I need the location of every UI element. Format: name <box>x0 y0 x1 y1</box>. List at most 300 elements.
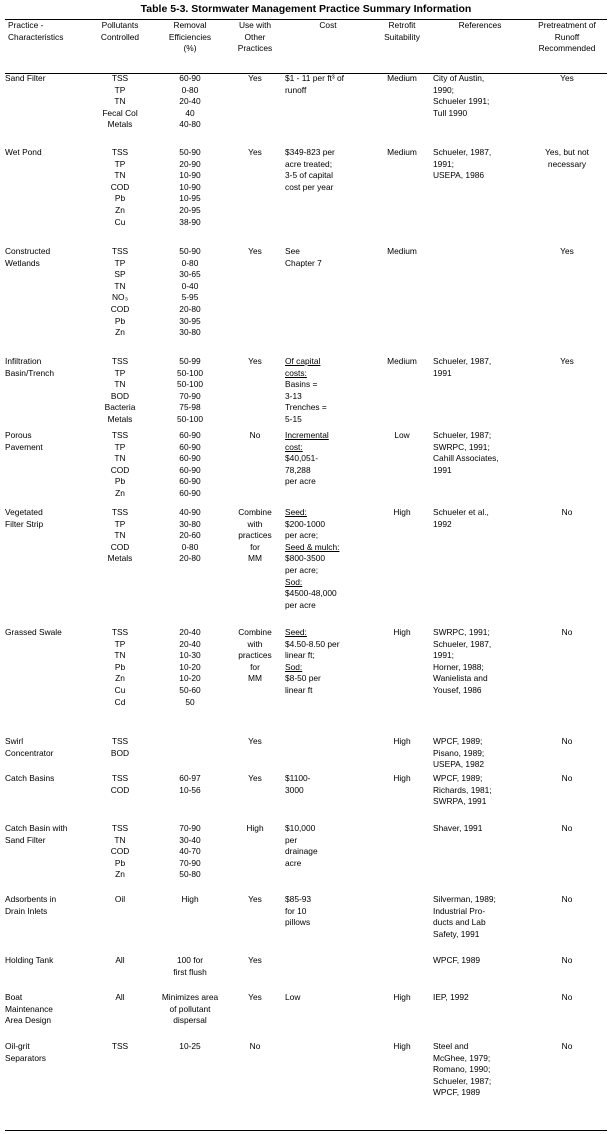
retrofit-cell <box>371 1041 433 1103</box>
removal-cell <box>155 147 225 246</box>
pretreatment-line: No <box>561 773 573 783</box>
cost-line: Trenches = <box>285 402 327 413</box>
use-line: Yes <box>248 955 262 965</box>
removal-cell <box>155 773 225 823</box>
removal-line: 30-80 <box>179 327 201 338</box>
retrofit-cell <box>371 627 433 736</box>
cost-line: acre treated; <box>285 158 333 169</box>
pretreatment-line: No <box>561 507 573 517</box>
cost-line: 5-15 <box>285 413 302 424</box>
practice-line: Sand Filter <box>5 73 46 83</box>
removal-line: 10-20 <box>179 673 201 684</box>
practice-line: Infiltration <box>5 356 42 366</box>
pretreatment-line: necessary <box>547 158 587 169</box>
pretreatment-cell <box>527 992 607 1041</box>
table-row <box>5 356 607 430</box>
practice-line: Separators <box>5 1052 46 1063</box>
practice-cell <box>5 955 85 992</box>
removal-line: 20-40 <box>179 627 201 637</box>
removal-line: dispersal <box>173 1015 207 1026</box>
header-line: Removal <box>173 20 207 30</box>
removal-line: 40 <box>185 107 195 118</box>
pollutants-line: Cd <box>114 696 126 707</box>
removal-line: 10-30 <box>179 650 201 661</box>
header-line: Runoff <box>554 31 580 42</box>
removal-cell <box>155 823 225 894</box>
cost-line: per acre; <box>285 530 319 541</box>
use-line: Yes <box>248 894 262 904</box>
practice-line: Vegetated <box>5 507 43 517</box>
cost-line: $800-3500 <box>285 553 326 564</box>
cost-cell <box>285 73 371 147</box>
use-cell <box>225 894 285 955</box>
table-row <box>5 992 607 1041</box>
references-line: Yousef, 1986 <box>433 684 482 695</box>
header-line: Recommended <box>538 43 596 54</box>
practice-line: Basin/Trench <box>5 367 55 378</box>
cost-cell <box>285 147 371 246</box>
references-line: WPCF, 1989; <box>433 773 483 783</box>
pretreatment-line: Yes <box>560 246 574 256</box>
cost-line: Seed: <box>285 627 307 637</box>
pollutants-line: TSS <box>111 356 129 366</box>
retrofit-cell <box>371 246 433 356</box>
pretreatment-cell <box>527 773 607 823</box>
pollutants-cell <box>85 507 155 627</box>
references-cell <box>433 894 527 955</box>
pollutants-line: All <box>115 955 125 965</box>
removal-line: 0-80 <box>181 257 199 268</box>
pollutants-cell <box>85 773 155 823</box>
use-line: Yes <box>248 73 262 83</box>
removal-line: 50 <box>185 696 195 707</box>
pollutants-line: TP <box>114 367 126 378</box>
removal-line: 30-95 <box>179 315 201 326</box>
pollutants-cell <box>85 246 155 356</box>
pretreatment-line: No <box>561 823 573 833</box>
pollutants-line: BOD <box>110 390 130 401</box>
use-line: for <box>250 661 260 672</box>
pollutants-line: TSS <box>111 73 129 83</box>
pollutants-line: TN <box>114 453 126 464</box>
removal-line: 20-40 <box>179 96 201 107</box>
cost-line: per acre; <box>285 564 319 575</box>
cost-line: acre <box>285 857 302 868</box>
references-line: 1991; <box>433 158 454 169</box>
references-line: Tull 1990 <box>433 107 468 118</box>
references-cell <box>433 246 527 356</box>
cost-cell <box>285 430 371 507</box>
removal-cell <box>155 356 225 430</box>
pollutants-line: Zn <box>115 204 125 215</box>
practice-cell <box>5 992 85 1041</box>
removal-line: 50-99 <box>179 356 201 366</box>
references-line: 1992 <box>433 518 452 529</box>
references-line: WPCF, 1989 <box>433 1087 481 1098</box>
header-line: Practices <box>237 43 273 54</box>
header-line: Efficiencies <box>168 31 212 42</box>
pollutants-line: COD <box>110 181 130 192</box>
pollutants-line: Cu <box>114 216 126 227</box>
removal-line: 40-70 <box>179 846 201 857</box>
table-row <box>5 773 607 823</box>
references-line: Schueler, 1987, <box>433 638 492 649</box>
removal-line: 30-65 <box>179 269 201 280</box>
cost-line: Basins = <box>285 379 318 390</box>
retrofit-line: High <box>393 627 411 637</box>
pretreatment-cell <box>527 147 607 246</box>
header-pollutants <box>85 20 155 73</box>
practice-line: Catch Basin with <box>5 823 68 833</box>
header-cost <box>285 20 371 73</box>
retrofit-cell <box>371 147 433 246</box>
references-line: Schueler, 1987; <box>433 1075 492 1086</box>
pollutants-line: TN <box>114 834 126 845</box>
cost-line: Of capital <box>285 356 321 366</box>
cost-line: $4.50-8.50 per <box>285 638 340 649</box>
references-line: USEPA, 1986 <box>433 170 485 181</box>
references-line: Silverman, 1989; <box>433 894 496 904</box>
removal-cell <box>155 736 225 773</box>
use-cell <box>225 430 285 507</box>
header-line: References <box>458 20 502 30</box>
use-line: High <box>246 823 264 833</box>
removal-line: 0-40 <box>181 280 199 291</box>
pollutants-line: TP <box>114 638 126 649</box>
practice-line: Area Design <box>5 1015 52 1026</box>
header-line: Controlled <box>100 31 140 42</box>
use-cell <box>225 1041 285 1103</box>
retrofit-cell <box>371 992 433 1041</box>
cost-line: per acre <box>285 476 316 487</box>
header-line: Other <box>244 31 266 42</box>
references-line: Horner, 1988; <box>433 661 484 672</box>
references-cell <box>433 147 527 246</box>
references-line: Pisano, 1989; <box>433 747 485 758</box>
pollutants-line: TSS <box>111 246 129 256</box>
removal-line: 60-90 <box>179 487 201 498</box>
pollutants-line: TSS <box>111 1041 129 1051</box>
pollutants-line: TSS <box>111 507 129 517</box>
references-line: Wanielista and <box>433 673 488 684</box>
practice-line: Swirl <box>5 736 24 746</box>
removal-line: of pollutant <box>169 1003 211 1014</box>
bottom-rule <box>5 1130 607 1131</box>
practice-cell <box>5 147 85 246</box>
removal-line: 70-90 <box>179 823 201 833</box>
pollutants-line: Metals <box>107 119 133 130</box>
references-line: Schueler 1991; <box>433 96 490 107</box>
cost-cell <box>285 736 371 773</box>
cost-line: $1100- <box>285 773 311 783</box>
references-cell <box>433 992 527 1041</box>
retrofit-cell <box>371 823 433 894</box>
cost-line: $85-93 <box>285 894 312 904</box>
use-cell <box>225 736 285 773</box>
pollutants-cell <box>85 356 155 430</box>
removal-cell <box>155 894 225 955</box>
pollutants-line: TP <box>114 158 126 169</box>
removal-line: 60-90 <box>179 73 201 83</box>
pretreatment-line: No <box>561 1041 573 1051</box>
table-row <box>5 894 607 955</box>
removal-line: 10-20 <box>179 661 201 672</box>
references-cell <box>433 627 527 736</box>
header-practice <box>5 20 85 73</box>
cost-line: $200-1000 <box>285 518 326 529</box>
pollutants-cell <box>85 823 155 894</box>
removal-line: Minimizes area <box>161 992 219 1002</box>
retrofit-line: Medium <box>387 73 417 83</box>
references-line: Steel and <box>433 1041 469 1051</box>
removal-line: 50-100 <box>176 379 204 390</box>
removal-line: 20-90 <box>179 158 201 169</box>
references-line: SWRPA, 1991 <box>433 796 487 807</box>
table-title: Table 5-3. Stormwater Management Practice Summary Information <box>140 3 472 15</box>
table-row <box>5 507 607 627</box>
practice-line: Constructed <box>5 246 51 256</box>
cost-cell <box>285 246 371 356</box>
header-line: Characteristics <box>8 31 64 42</box>
cost-line: $4500-48,000 <box>285 588 337 599</box>
references-line: City of Austin, <box>433 73 485 83</box>
removal-line: 0-80 <box>181 541 199 552</box>
table-row <box>5 246 607 356</box>
practice-line: Catch Basins <box>5 773 55 783</box>
cost-line: $8-50 per <box>285 673 321 684</box>
practice-line: Holding Tank <box>5 955 54 965</box>
references-line: Cahill Associates, <box>433 453 499 464</box>
references-cell <box>433 773 527 823</box>
cost-cell <box>285 823 371 894</box>
practice-line: Oil-grit <box>5 1041 30 1051</box>
references-line: Romano, 1990; <box>433 1064 491 1075</box>
pollutants-line: COD <box>110 541 130 552</box>
pollutants-line: COD <box>110 303 130 314</box>
references-cell <box>433 736 527 773</box>
removal-line: 30-80 <box>179 518 201 529</box>
header-line: (%) <box>183 43 197 54</box>
pretreatment-cell <box>527 894 607 955</box>
retrofit-cell <box>371 507 433 627</box>
header-references <box>433 20 527 73</box>
cost-line: $349-823 per <box>285 147 335 157</box>
pretreatment-cell <box>527 627 607 736</box>
retrofit-line: Medium <box>387 246 417 256</box>
pretreatment-cell <box>527 1041 607 1103</box>
header-row <box>5 20 607 73</box>
pollutants-line: Pb <box>114 193 126 204</box>
cost-cell <box>285 356 371 430</box>
removal-line: 50-80 <box>179 869 201 880</box>
pollutants-cell <box>85 430 155 507</box>
summary-table <box>5 20 607 1103</box>
retrofit-line: Medium <box>387 147 417 157</box>
pretreatment-cell <box>527 430 607 507</box>
references-line: ducts and Lab <box>433 917 486 928</box>
pollutants-line: TSS <box>111 627 129 637</box>
pollutants-cell <box>85 1041 155 1103</box>
table-row <box>5 73 607 147</box>
header-pretreatment <box>527 20 607 73</box>
removal-cell <box>155 430 225 507</box>
pollutants-line: TP <box>114 518 126 529</box>
pretreatment-cell <box>527 73 607 147</box>
references-line: SWRPC, 1991; <box>433 627 490 637</box>
removal-line: 10-90 <box>179 170 201 181</box>
removal-line: 75-98 <box>179 402 201 413</box>
pretreatment-cell <box>527 823 607 894</box>
pollutants-line: SP <box>114 269 126 280</box>
cost-line: cost: <box>285 441 303 452</box>
table-row <box>5 955 607 992</box>
removal-line: first flush <box>173 966 207 977</box>
cost-cell <box>285 955 371 992</box>
use-cell <box>225 507 285 627</box>
removal-line: 60-90 <box>179 453 201 464</box>
removal-line: 50-100 <box>176 367 204 378</box>
removal-line: 100 for <box>176 955 204 965</box>
pollutants-line: Pb <box>114 661 126 672</box>
cost-cell <box>285 1041 371 1103</box>
pollutants-line: COD <box>110 464 130 475</box>
use-cell <box>225 73 285 147</box>
removal-line: 60-90 <box>179 430 201 440</box>
practice-line: Drain Inlets <box>5 905 48 916</box>
table-row <box>5 147 607 246</box>
references-line: McGhee, 1979; <box>433 1052 491 1063</box>
cost-line: $1 - 11 per ft³ of <box>285 73 344 83</box>
use-line: MM <box>248 553 262 564</box>
cost-line: Sod: <box>285 661 303 672</box>
header-line: Cost <box>319 20 337 30</box>
pollutants-cell <box>85 894 155 955</box>
pollutants-line: TSS <box>111 430 129 440</box>
removal-line: 50-100 <box>176 413 204 424</box>
pollutants-cell <box>85 736 155 773</box>
cost-line: 3000 <box>285 784 304 795</box>
practice-cell <box>5 627 85 736</box>
removal-line: 10-56 <box>179 784 201 795</box>
use-line: with <box>247 638 263 649</box>
cost-line: linear ft; <box>285 650 315 661</box>
use-line: Yes <box>248 246 262 256</box>
pollutants-line: COD <box>110 846 130 857</box>
pretreatment-cell <box>527 955 607 992</box>
retrofit-line: High <box>393 736 411 746</box>
cost-line: See <box>285 246 300 256</box>
header-line: Suitability <box>384 31 420 42</box>
removal-line: 50-90 <box>179 147 201 157</box>
table-row <box>5 1041 607 1103</box>
removal-line: 20-60 <box>179 530 201 541</box>
practice-line: Sand Filter <box>5 834 46 845</box>
pretreatment-line: No <box>561 955 573 965</box>
use-line: MM <box>248 673 262 684</box>
cost-cell <box>285 894 371 955</box>
references-cell <box>433 507 527 627</box>
pollutants-cell <box>85 955 155 992</box>
removal-cell <box>155 507 225 627</box>
removal-line: 10-90 <box>179 181 201 192</box>
use-line: Yes <box>248 736 262 746</box>
use-cell <box>225 627 285 736</box>
pollutants-line: COD <box>110 784 130 795</box>
retrofit-cell <box>371 356 433 430</box>
use-line: Combine <box>238 627 272 637</box>
removal-line: 0-80 <box>181 84 199 95</box>
references-cell <box>433 955 527 992</box>
removal-line: 20-40 <box>179 638 201 649</box>
use-cell <box>225 992 285 1041</box>
practice-line: Porous <box>5 430 32 440</box>
use-cell <box>225 246 285 356</box>
use-line: practices <box>238 530 272 541</box>
pollutants-line: TSS <box>111 823 129 833</box>
pollutants-line: Zn <box>115 673 125 684</box>
pollutants-line: Metals <box>107 413 133 424</box>
retrofit-line: Medium <box>387 356 417 366</box>
header-line: Retrofit <box>388 20 416 30</box>
retrofit-cell <box>371 894 433 955</box>
practice-cell <box>5 1041 85 1103</box>
cost-line: $40,051- <box>285 453 319 464</box>
pollutants-line: Zn <box>115 327 125 338</box>
references-line: 1991 <box>433 464 452 475</box>
cost-line: 3-5 of capital <box>285 170 333 181</box>
cost-line: runoff <box>285 84 307 95</box>
pollutants-line: Metals <box>107 553 133 564</box>
pollutants-line: TSS <box>111 773 129 783</box>
retrofit-line: High <box>393 507 411 517</box>
references-cell <box>433 356 527 430</box>
references-line: 1991 <box>433 367 452 378</box>
use-line: for <box>250 541 260 552</box>
pollutants-line: TP <box>114 84 126 95</box>
header-line: Pollutants <box>101 20 139 30</box>
pollutants-cell <box>85 147 155 246</box>
practice-cell <box>5 430 85 507</box>
removal-line: 30-40 <box>179 834 201 845</box>
removal-cell <box>155 955 225 992</box>
use-line: with <box>247 518 263 529</box>
cost-line: Seed: <box>285 507 307 517</box>
references-line: Schueler, 1987; <box>433 430 492 440</box>
table-row <box>5 430 607 507</box>
cost-line: per <box>285 834 298 845</box>
references-cell <box>433 430 527 507</box>
removal-cell <box>155 627 225 736</box>
table-row <box>5 823 607 894</box>
pollutants-cell <box>85 992 155 1041</box>
practice-line: Boat <box>5 992 23 1002</box>
use-line: practices <box>238 650 272 661</box>
table-body <box>5 73 607 1103</box>
use-cell <box>225 773 285 823</box>
use-cell <box>225 955 285 992</box>
retrofit-cell <box>371 736 433 773</box>
pretreatment-line: No <box>561 736 573 746</box>
references-line: IEP, 1992 <box>433 992 469 1002</box>
practice-line: Adsorbents in <box>5 894 57 904</box>
use-line: Yes <box>248 992 262 1002</box>
table-row <box>5 627 607 736</box>
retrofit-cell <box>371 955 433 992</box>
practice-cell <box>5 736 85 773</box>
practice-line: Wetlands <box>5 257 40 268</box>
removal-line: 60-90 <box>179 476 201 487</box>
removal-line: 20-95 <box>179 204 201 215</box>
